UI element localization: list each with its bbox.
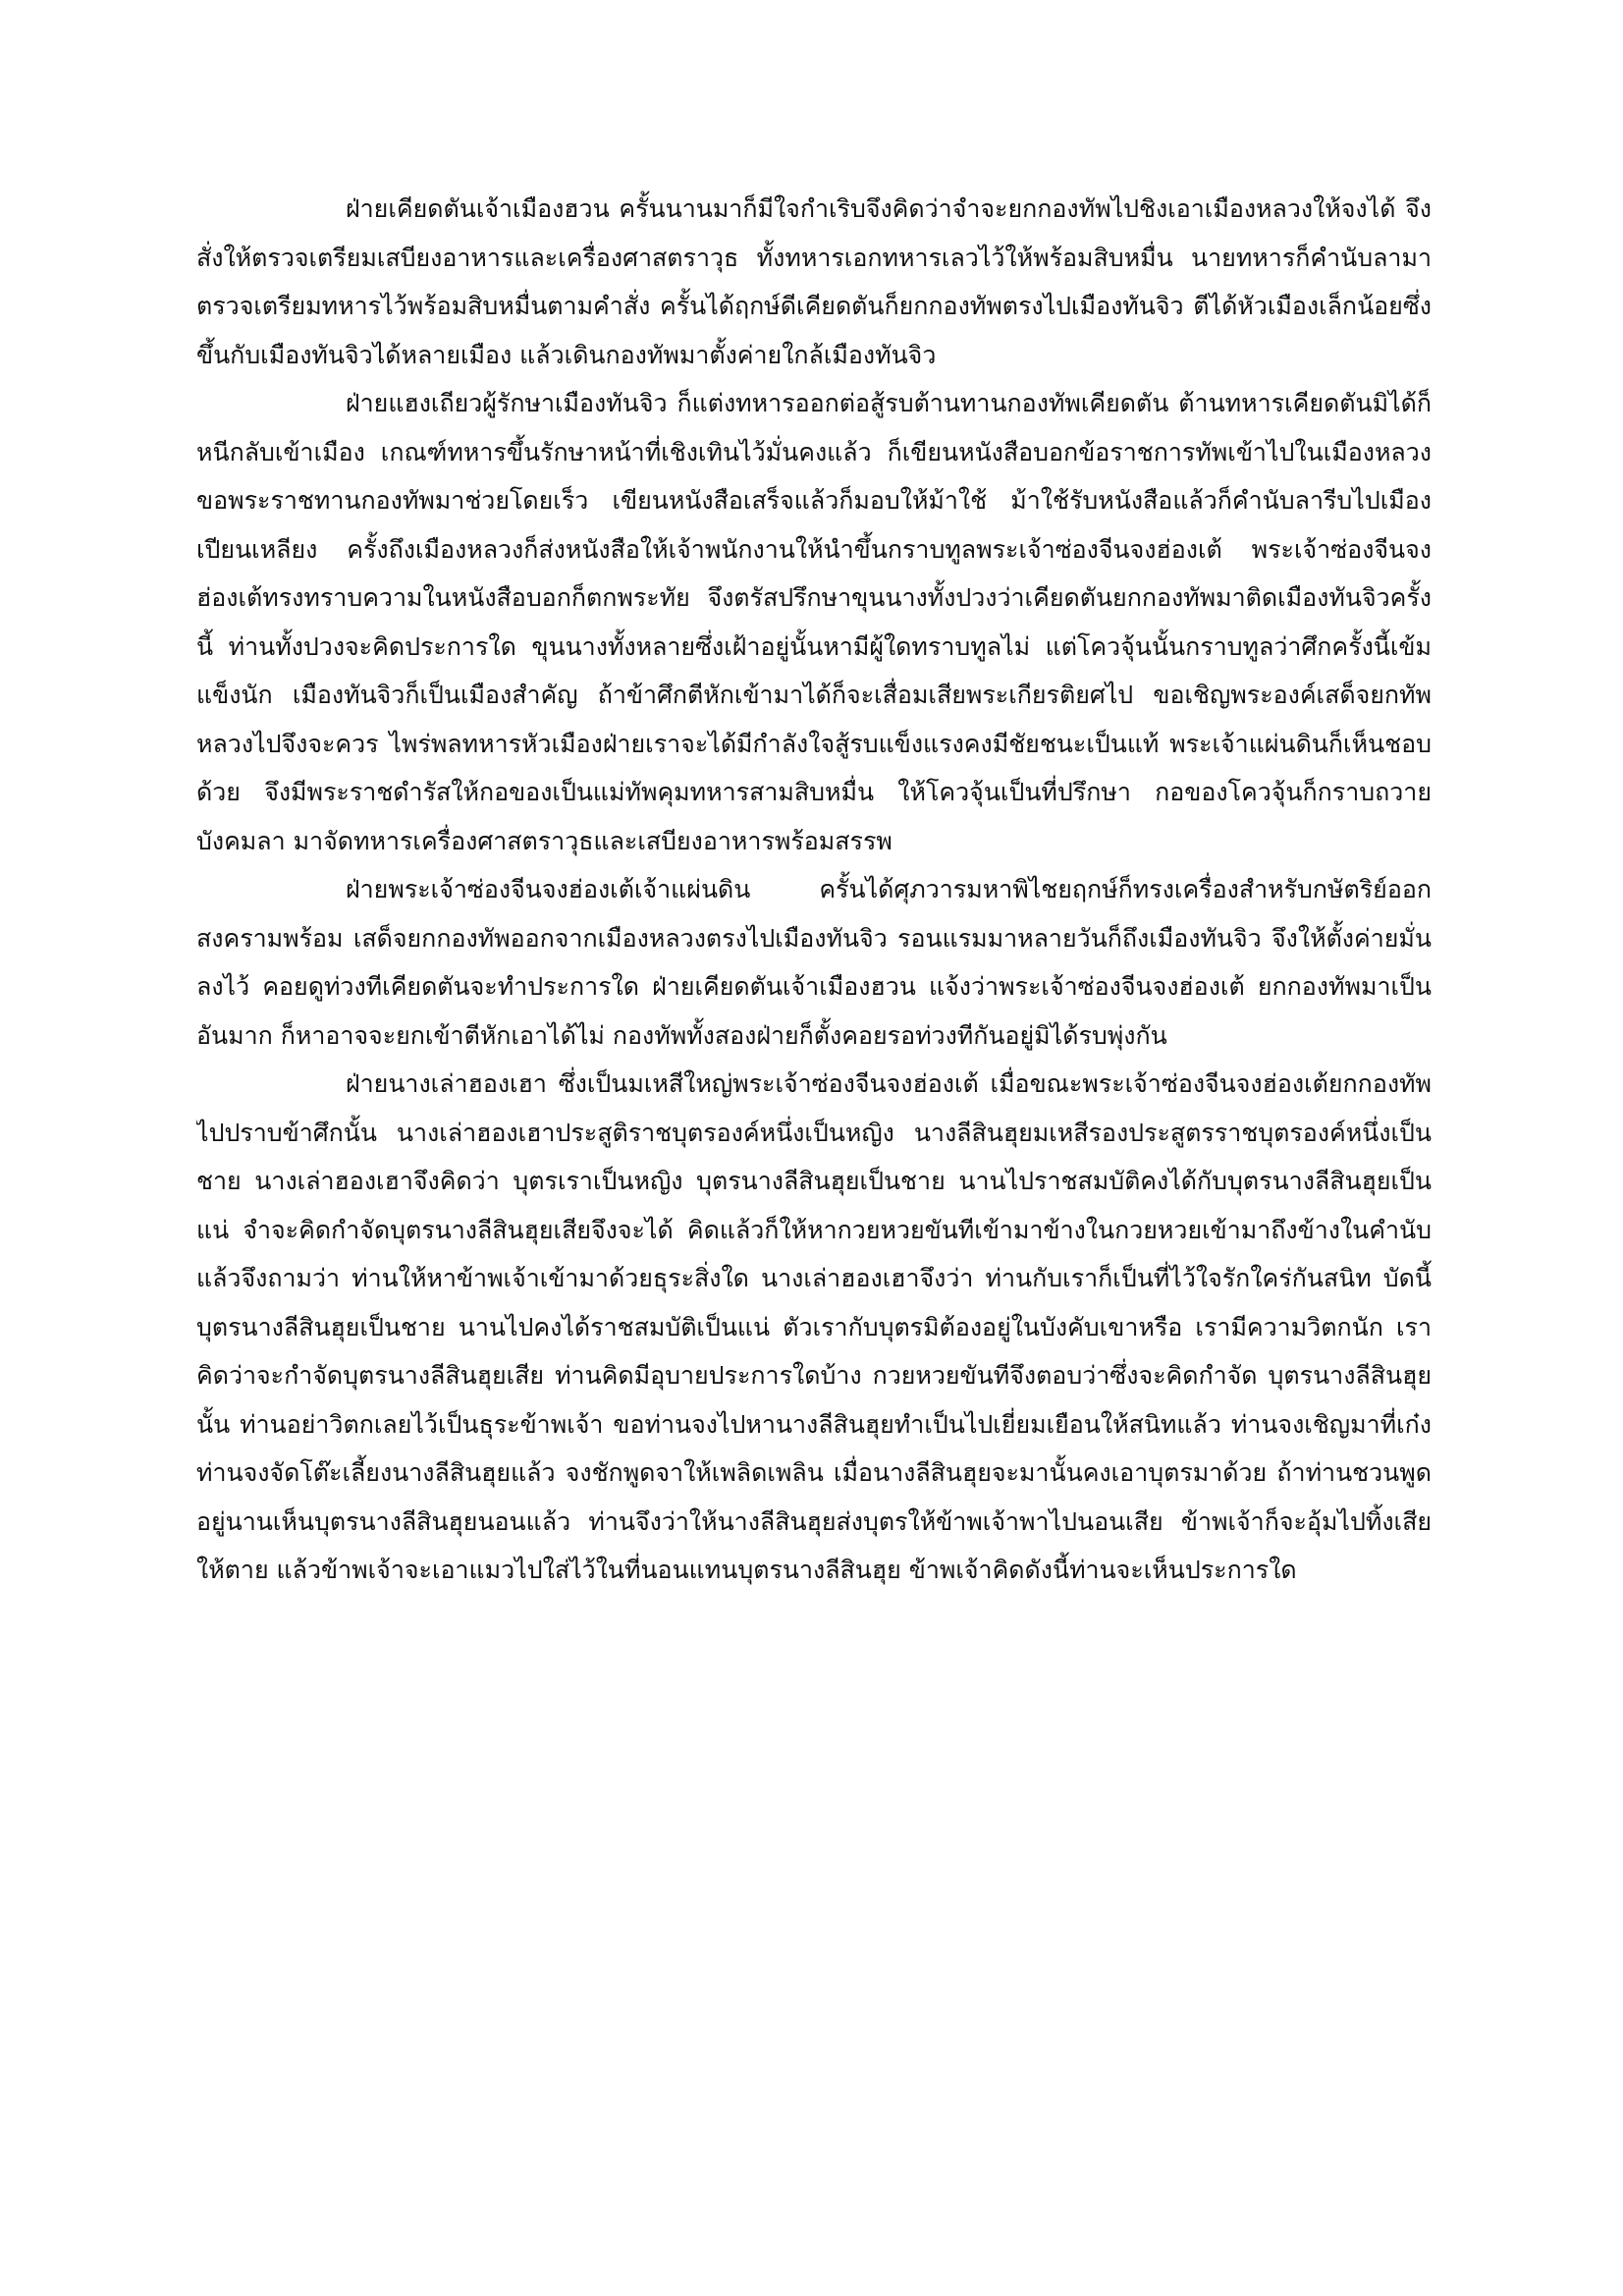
paragraph-2: ฝ่ายแฮงเถียวผู้รักษาเมืองทันจิว ก็แต่งทหารออกต่อสู้รบต้านทานกองทัพเคียดตัน ต้านทหารเคียดตันมิได้ก็หนีกลับเข้าเมือง เกณฑ์ทหารขึ้นรักษาหน้าที่เชิงเทินไว้มั่นคงแล้ว ก็เขียนหนังสือบอกข้อราชการทัพเข้าไปในเมืองหลวง ขอพระราชทานกองทัพมาช่วยโดยเร็ว เขียนหนังสือเสร็จแล้วก็มอบให้ม้าใช้ ม้าใช้รับหนังสือแล้วก็คำนับลารีบไปเมืองเปียนเหลียง ครั้งถึงเมืองหลวงก็ส่งหนังสือให้เจ้าพนักงานให้นำขึ้นกราบทูลพระเจ้าซ่องจีนจงฮ่องเต้ พระเจ้าซ่องจีนจงฮ่องเต้ทรงทราบความในหนังสือบอกก็ตกพระทัย จึงตรัสปรึกษาขุนนางทั้งปวงว่าเคียดตันยกกองทัพมาติดเมืองทันจิวครั้งนี้ ท่านทั้งปวงจะคิดประการใด ขุนนางทั้งหลายซึ่งเฝ้าอยู่นั้นหามีผู้ใดทราบทูลไม่ แต่โควจุ้นนั้นกราบทูลว่าศึกครั้งนี้เข้มแข็งนัก เมืองทันจิวก็เป็นเมืองสำคัญ ถ้าข้าศึกตีหักเข้ามาได้ก็จะเสื่อมเสียพระเกียรติยศไป ขอเชิญพระองค์เสด็จยกทัพหลวงไปจึงจะควร ไพร่พลทหารหัวเมืองฝ่ายเราจะได้มีกำลังใจสู้รบแข็งแรงคงมีชัยชนะเป็นแท้ พระเจ้าแผ่นดินก็เห็นชอบด้วย จึงมีพระราชดำรัสให้กอของเป็นแม่ทัพคุมทหารสามสิบหมื่น ให้โควจุ้นเป็นที่ปรึกษา กอของโควจุ้นก็กราบถวายบังคมลา มาจัดทหารเครื่องศาสตราวุธและเสบียงอาหารพร้อมสรรพ [196, 389, 1432, 855]
paragraph-3: ฝ่ายพระเจ้าซ่องจีนจงฮ่องเต้เจ้าแผ่นดิน ครั้นได้ศุภวารมหาพิไชยฤกษ์ก็ทรงเครื่องสำหรับกษัตริย์ออกสงครามพร้อม เสด็จยกกองทัพออกจากเมืองหลวงตรงไปเมืองทันจิว รอนแรมมาหลายวันก็ถึงเมืองทันจิว จึงให้ตั้งค่ายมั่นลงไว้ คอยดูท่วงทีเคียดตันจะทำประการใด ฝ่ายเคียดตันเจ้าเมืองฮวน แจ้งว่าพระเจ้าซ่องจีนจงฮ่องเต้ ยกกองทัพมาเป็นอันมาก ก็หาอาจจะยกเข้าตีหักเอาได้ไม่ กองทัพทั้งสองฝ่ายก็ตั้งคอยรอท่วงทีกันอยู่มิได้รบพุ่งกัน [196, 875, 1432, 1050]
paragraph-4: ฝ่ายนางเล่าฮองเฮา ซึ่งเป็นมเหสีใหญ่พระเจ้าซ่องจีนจงฮ่องเต้ เมื่อขณะพระเจ้าซ่องจีนจงฮ่องเต้ยกกองทัพไปปราบข้าศึกนั้น นางเล่าฮองเฮาประสูติราชบุตรองค์หนึ่งเป็นหญิง นางลีสินฮุยมเหสีรองประสูตรราชบุตรองค์หนึ่งเป็นชาย นางเล่าฮองเฮาจึงคิดว่า บุตรเราเป็นหญิง บุตรนางลีสินฮุยเป็นชาย นานไปราชสมบัติคงได้กับบุตรนางลีสินฮุยเป็นแน่ จำจะคิดกำจัดบุตรนางลีสินฮุยเสียจึงจะได้ คิดแล้วก็ให้หากวยหวยขันทีเข้ามาข้างในกวยหวยเข้ามาถึงข้างในคำนับแล้วจึงถามว่า ท่านให้หาข้าพเจ้าเข้ามาด้วยธุระสิ่งใด นางเล่าฮองเฮาจึงว่า ท่านกับเราก็เป็นที่ไว้ใจรักใคร่กันสนิท บัดนี้บุตรนางลีสินฮุยเป็นชาย นานไปคงได้ราชสมบัติเป็นแน่ ตัวเรากับบุตรมิต้องอยู่ในบังคับเขาหรือ เรามีความวิตกนัก เราคิดว่าจะกำจัดบุตรนางลีสินฮุยเสีย ท่านคิดมีอุบายประการใดบ้าง กวยหวยขันทีจึงตอบว่าซึ่งจะคิดกำจัด บุตรนางลีสินฮุยนั้น ท่านอย่าวิตกเลยไว้เป็นธุระข้าพเจ้า ขอท่านจงไปหานางลีสินฮุยทำเป็นไปเยี่ยมเยือนให้สนิทแล้ว ท่านจงเชิญมาที่เก๋ง ท่านจงจัดโต๊ะเลี้ยงนางลีสินฮุยแล้ว จงชักพูดจาให้เพลิดเพลิน เมื่อนางลีสินฮุยจะมานั้นคงเอาบุตรมาด้วย ถ้าท่านชวนพูดอยู่นานเห็นบุตรนางลีสินฮุยนอนแล้ว ท่านจึงว่าให้นางลีสินฮุยส่งบุตรให้ข้าพเจ้าพาไปนอนเสีย ข้าพเจ้าก็จะอุ้มไปทิ้งเสียให้ตาย แล้วข้าพเจ้าจะเอาแมวไปใส่ไว้ในที่นอนแทนบุตรนางลีสินฮุย ข้าพเจ้าคิดดังนี้ท่านจะเห็นประการใด [196, 1069, 1432, 1584]
paragraph-1: ฝ่ายเคียดตันเจ้าเมืองฮวน ครั้นนานมาก็มีใจกำเริบจึงคิดว่าจำจะยกกองทัพไปชิงเอาเมืองหลวงให้จงได้ จึงสั่งให้ตรวจเตรียมเสบียงอาหารและเครื่องศาสตราวุธ ทั้งทหารเอกทหารเลวไว้ให้พร้อมสิบหมื่น นายทหารก็คำนับลามาตรวจเตรียมทหารไว้พร้อมสิบหมื่นตามคำสั่ง ครั้นได้ฤกษ์ดีเคียดตันก็ยกกองทัพตรงไปเมืองทันจิว ตีได้หัวเมืองเล็กน้อยซึ่งขึ้นกับเมืองทันจิวได้หลายเมือง แล้วเดินกองทัพมาตั้งค่ายใกล้เมืองทันจิว [196, 194, 1432, 369]
document-page [196, 185, 1432, 2129]
